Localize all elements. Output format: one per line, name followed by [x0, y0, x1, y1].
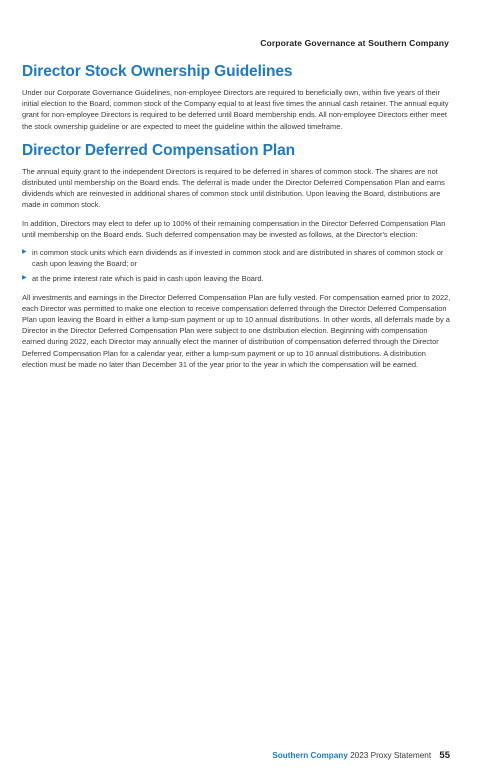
footer-document-title: 2023 Proxy Statement — [350, 751, 432, 760]
section-stock-ownership-guidelines — [22, 62, 452, 132]
footer-brand: Southern Company — [272, 751, 348, 760]
list-item-text: in common stock units which earn dividends as if invested in common stock and are distributed in shares of common stock or cash upon leaving the Board; or — [32, 248, 444, 269]
list-item — [22, 247, 452, 269]
page-footer — [272, 750, 450, 761]
page-number: 55 — [439, 750, 450, 761]
triangle-bullet-icon: ▶ — [22, 249, 27, 256]
list-item — [22, 273, 452, 284]
document-body — [22, 62, 452, 377]
paragraph: All investments and earnings in the Director Deferred Compensation Plan are fully vested. For compensation earned prior to 2022, each Director was permitted to make one election to receive compensation deferred through the Director Deferred Compensation Plan upon leaving the Board in either a lump-sum payment or up to 10 annual distributions. In other words, all deferrals made by a Director in the Director Deferred Compensation Plan were subject to one distribution election. Beginning with compensation earned during 2022, each Director may annually elect the manner of distribution of compensation deferred through the Director Deferred Compensation Plan for a calendar year, either a lump-sum payment or up to 10 annual distributions. A distribution election must be made no later than December 31 of the year prior to the year in which the compensation will be earned. — [22, 292, 451, 369]
triangle-bullet-icon: ▶ — [22, 275, 27, 282]
running-header: Corporate Governance at Southern Company — [260, 38, 449, 48]
paragraph: Under our Corporate Governance Guidelines, non-employee Directors are required to beneficially own, within five years of their initial election to the Board, common stock of the Company equal to at least five times the annual cash retainer. The annual equity grant for non-employee Directors is required to be deferred until Board membership ends. All non-employee Directors either meet the stock ownership guideline or are expected to meet the guideline within the allowed timeframe. — [22, 88, 449, 131]
list-item-text: at the prime interest rate which is paid in cash upon leaving the Board. — [32, 274, 264, 284]
bullet-list — [22, 247, 452, 285]
paragraph: The annual equity grant to the independent Directors is required to be deferred in shares of common stock. The shares are not distributed until membership on the Board ends. The deferral is made under the Director Deferred Compensation Plan and earns dividends which are reinvested in additional shares of common stock until distribution. Upon leaving the Board, distributions are made in common stock. — [22, 166, 445, 210]
section-deferred-compensation-plan — [22, 141, 452, 370]
section-title: Director Deferred Compensation Plan — [22, 141, 295, 159]
paragraph: In addition, Directors may elect to defer up to 100% of their remaining compensation in the Director Deferred Compensation Plan until membership on the Board ends. Such deferred compensation may be invested as follows, at the Director's election: — [22, 218, 446, 239]
section-title: Director Stock Ownership Guidelines — [22, 63, 293, 80]
